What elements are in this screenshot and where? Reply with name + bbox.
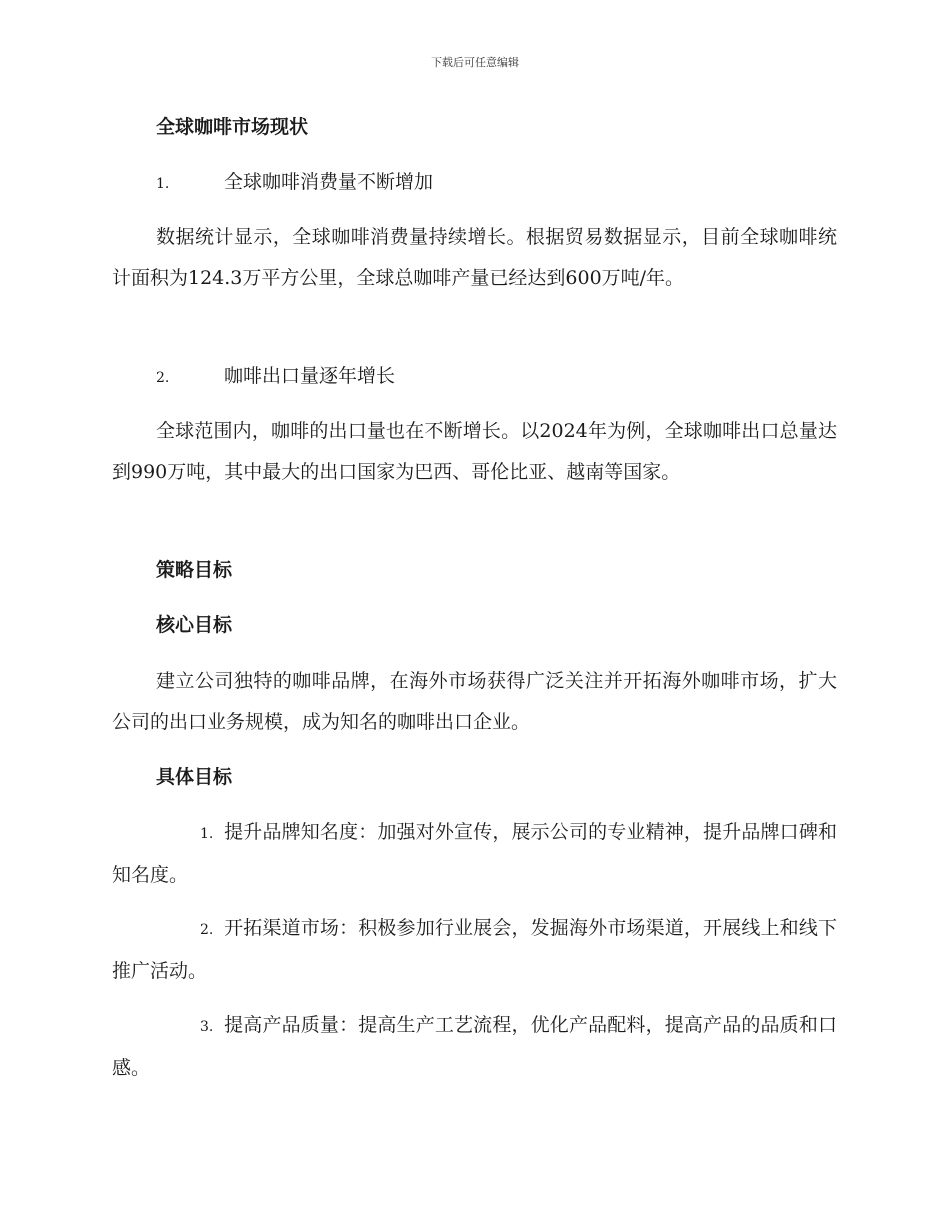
heading-specific-goals: 具体目标: [156, 766, 233, 788]
paragraph-export: 全球范围内，咖啡的出口量也在不断增长。以2024年为例，全球咖啡出口总量达到990万吨，其中最大的出口国家为巴西、哥伦比亚、越南等国家。: [112, 420, 837, 483]
list-number: 1.: [156, 176, 170, 192]
list-number: 2.: [156, 370, 170, 386]
paragraph-consumption: 数据统计显示，全球咖啡消费量持续增长。根据贸易数据显示，目前全球咖啡统计面积为124.3万平方公里，全球总咖啡产量已经达到600万吨/年。: [112, 226, 837, 289]
heading-core-goal: 核心目标: [156, 614, 233, 636]
list-item-text: 全球咖啡消费量不断增加: [224, 171, 434, 193]
heading-strategy-goals: 策略目标: [156, 559, 233, 581]
header-note: 下载后可任意编辑: [431, 56, 519, 69]
list-item-export: [112, 363, 837, 391]
list-item-text: 开拓渠道市场：积极参加行业展会，发掘海外市场渠道，开展线上和线下推广活动。: [112, 917, 837, 982]
list-item-text: 咖啡出口量逐年增长: [224, 365, 396, 387]
list-item-goal-brand: [112, 812, 837, 896]
list-item-consumption: [112, 169, 837, 197]
list-number: 2.: [200, 922, 214, 938]
heading-market-status: 全球咖啡市场现状: [156, 116, 309, 138]
list-item-goal-channel: [112, 908, 837, 992]
list-number: 3.: [200, 1019, 214, 1035]
list-item-text: 提高产品质量：提高生产工艺流程，优化产品配料，提高产品的品质和口感。: [112, 1014, 837, 1079]
paragraph-core-goal: 建立公司独特的咖啡品牌，在海外市场获得广泛关注并开拓海外咖啡市场，扩大公司的出口业务规模，成为知名的咖啡出口企业。: [112, 670, 837, 733]
list-item-goal-quality: [112, 1005, 837, 1089]
list-item-text: 提升品牌知名度：加强对外宣传，展示公司的专业精神，提升品牌口碑和知名度。: [112, 821, 837, 886]
list-number: 1.: [200, 826, 214, 842]
